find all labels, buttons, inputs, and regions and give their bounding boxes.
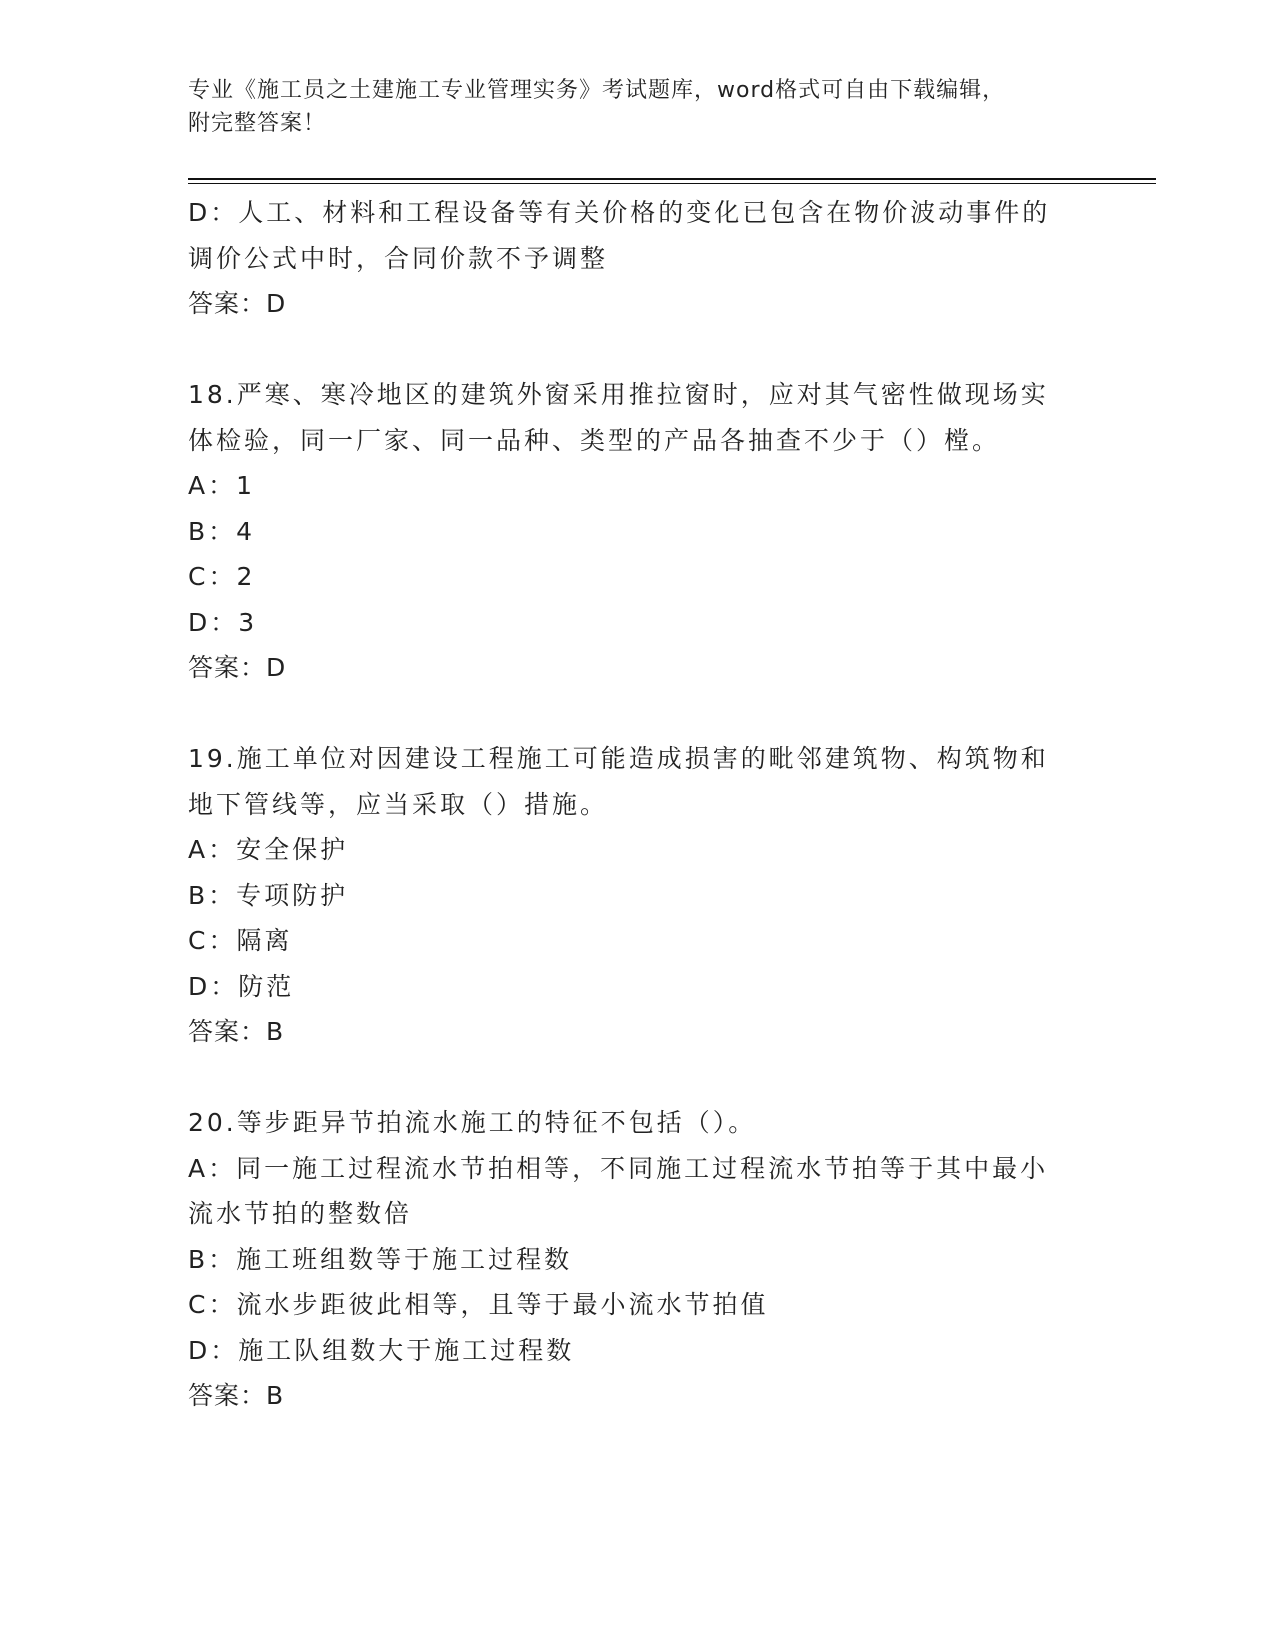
option-a-line-2: 流水节拍的整数倍 [188,1199,413,1228]
option-d-line-2: 调价公式中时，合同价款不予调整 [188,243,609,273]
spacer [188,1055,1088,1101]
question-18 [188,372,1088,691]
question-17-tail [188,190,1088,327]
spacer [188,691,1088,737]
option-c: C：隔离 [188,926,293,955]
question-20 [188,1100,1088,1419]
option-a-line-1: A：同一施工过程流水节拍相等，不同施工过程流水节拍等于其中最小 [188,1153,1049,1183]
option-c: C：2 [188,562,256,591]
question-stem-line-2: 地下管线等，应当采取（）措施。 [188,789,609,819]
question-stem-line-2: 体检验，同一厂家、同一品种、类型的产品各抽查不少于（）樘。 [188,425,1001,455]
option-c: C：流水步距彼此相等，且等于最小流水节拍值 [188,1290,769,1319]
question-stem-line-1: 18.严寒、寒冷地区的建筑外窗采用推拉窗时，应对其气密性做现场实 [188,380,1049,409]
option-a: A：1 [188,471,256,500]
header-line-2: 附完整答案！ [188,111,327,136]
header-divider-thick [188,178,1156,180]
answer-line: 答案：D [188,653,287,682]
answer-line: 答案：B [188,1017,285,1046]
question-19 [188,736,1088,1055]
answer-line: 答案：B [188,1381,285,1410]
question-stem-line-1: 19.施工单位对因建设工程施工可能造成损害的毗邻建筑物、构筑物和 [188,744,1049,773]
document-header [188,74,1068,140]
spacer [188,327,1088,373]
option-d-line-1: D：人工、材料和工程设备等有关价格的变化已包含在物价波动事件的 [188,198,1051,227]
question-stem-line-1: 20.等步距异节拍流水施工的特征不包括（）。 [188,1108,757,1137]
option-b: B：专项防护 [188,880,349,910]
header-line-1: 专业《施工员之土建施工专业管理实务》考试题库，word格式可自由下载编辑， [188,78,1006,103]
option-b: B：4 [188,516,256,546]
option-d: D：施工队组数大于施工过程数 [188,1335,575,1365]
header-divider-thin [188,183,1156,184]
option-d: D：3 [188,607,258,637]
option-d: D：防范 [188,971,295,1001]
answer-line: 答案：D [188,289,287,318]
option-b: B：施工班组数等于施工过程数 [188,1244,573,1274]
option-a: A：安全保护 [188,835,349,864]
question-content [188,190,1088,1419]
